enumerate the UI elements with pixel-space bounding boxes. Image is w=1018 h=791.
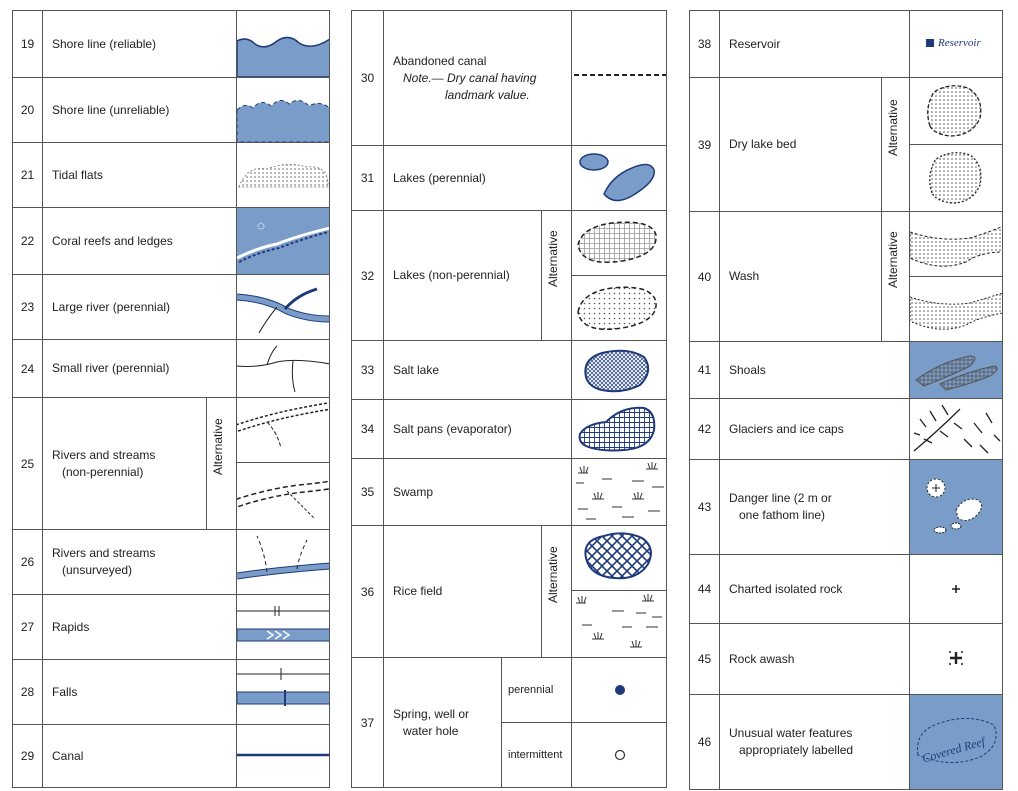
item-number: 22: [13, 208, 43, 275]
spring-perennial-symbol: [572, 658, 667, 723]
dry-lake-bed-symbol-b: [910, 145, 1003, 212]
tidal-flats-symbol: [237, 143, 330, 208]
item-number: 29: [13, 725, 43, 788]
salt-lake-symbol: [572, 341, 667, 400]
legend-row: [352, 341, 667, 400]
legend-row: [13, 275, 330, 340]
item-number: 41: [690, 342, 720, 399]
item-label: Shore line (unreliable): [43, 78, 237, 143]
item-number: 32: [352, 211, 384, 341]
covered-reef-text: Covered Reef: [920, 734, 987, 766]
shore-line-reliable-symbol: [237, 11, 330, 78]
salt-pans-symbol: [572, 400, 667, 459]
item-label: Reservoir: [720, 11, 910, 78]
swamp-symbol: [572, 459, 667, 526]
item-number: 26: [13, 530, 43, 595]
legend-row: [690, 212, 1003, 277]
item-label: [384, 658, 502, 788]
legend-row: [690, 399, 1003, 460]
legend-row: [13, 530, 330, 595]
legend-row: [352, 526, 667, 591]
label-line-2: water hole: [403, 723, 459, 738]
item-number: 34: [352, 400, 384, 459]
lakes-non-perennial-symbol-b: [572, 276, 667, 341]
legend-row: [13, 595, 330, 660]
legend-table-1: [12, 10, 330, 788]
item-label: Salt lake: [384, 341, 572, 400]
legend-row: [13, 398, 330, 463]
item-number: 37: [352, 658, 384, 788]
legend-column-3: [689, 10, 1003, 790]
rivers-non-perennial-symbol-a: [237, 398, 330, 463]
item-label: [720, 695, 910, 790]
legend-row: [352, 146, 667, 211]
item-number: 36: [352, 526, 384, 658]
wash-symbol-a: [910, 212, 1003, 277]
item-number: 38: [690, 11, 720, 78]
coral-reefs-symbol: [237, 208, 330, 275]
label-note: Note.— Dry canal having: [403, 70, 537, 85]
item-label: Shore line (reliable): [43, 11, 237, 78]
item-label: [43, 530, 237, 595]
alternative-marker: [882, 212, 910, 342]
item-number: 43: [690, 460, 720, 555]
item-number: 31: [352, 146, 384, 211]
item-label: Shoals: [720, 342, 910, 399]
item-number: 46: [690, 695, 720, 790]
item-label: Charted isolated rock: [720, 555, 910, 624]
legend-row: [690, 460, 1003, 555]
reservoir-symbol-text: Reservoir: [938, 37, 981, 49]
wash-symbol-b: [910, 277, 1003, 342]
danger-line-symbol: [910, 460, 1003, 555]
unusual-water-feature-symbol: [910, 695, 1003, 790]
alternative-text: Alternative: [211, 417, 225, 475]
legend-table-3: [689, 10, 1003, 790]
item-label: Rapids: [43, 595, 237, 660]
item-number: 25: [13, 398, 43, 530]
item-label: [720, 460, 910, 555]
legend-row: [352, 459, 667, 526]
legend-row: [13, 143, 330, 208]
item-label: Lakes (perennial): [384, 146, 572, 211]
item-label: Dry lake bed: [720, 78, 882, 212]
rapids-symbol: [237, 595, 330, 660]
alternative-text: Alternative: [546, 229, 560, 287]
dry-lake-bed-symbol-a: [910, 78, 1003, 145]
legend-row: [690, 78, 1003, 145]
perennial-label: perennial: [502, 658, 572, 723]
item-number: 42: [690, 399, 720, 460]
abandoned-canal-symbol: [572, 11, 667, 146]
item-number: 23: [13, 275, 43, 340]
shore-line-unreliable-symbol: [237, 78, 330, 143]
label-note-2: landmark value.: [445, 87, 530, 102]
item-label: Tidal flats: [43, 143, 237, 208]
item-label: Falls: [43, 660, 237, 725]
item-label: [43, 398, 207, 530]
isolated-rock-symbol: [910, 555, 1003, 624]
item-number: 24: [13, 340, 43, 398]
legend-row: [352, 211, 667, 276]
label-line-1: Abandoned canal: [393, 53, 487, 68]
legend-row: [690, 555, 1003, 624]
item-number: 44: [690, 555, 720, 624]
item-label: Swamp: [384, 459, 572, 526]
alternative-marker: [207, 398, 237, 530]
item-label: Small river (perennial): [43, 340, 237, 398]
intermittent-label: intermittent: [502, 723, 572, 788]
rock-awash-symbol: [910, 624, 1003, 695]
legend-table-2: [351, 10, 667, 788]
item-label: Large river (perennial): [43, 275, 237, 340]
item-label: Canal: [43, 725, 237, 788]
label-line-2: (non-perennial): [62, 464, 144, 479]
item-number: 27: [13, 595, 43, 660]
legend-row: [13, 208, 330, 275]
reservoir-symbol: [910, 11, 1003, 78]
rivers-non-perennial-symbol-b: [237, 463, 330, 530]
item-number: 20: [13, 78, 43, 143]
alternative-text: Alternative: [886, 98, 900, 156]
legend-row: [13, 725, 330, 788]
small-river-symbol: [237, 340, 330, 398]
item-label: Glaciers and ice caps: [720, 399, 910, 460]
item-number: 19: [13, 11, 43, 78]
lakes-non-perennial-symbol-a: [572, 211, 667, 276]
alternative-text: Alternative: [886, 230, 900, 288]
canal-symbol: [237, 725, 330, 788]
label-line-2: (unsurveyed): [62, 563, 133, 577]
item-label: Wash: [720, 212, 882, 342]
spring-intermittent-symbol: [572, 723, 667, 788]
item-number: 28: [13, 660, 43, 725]
legend-row: [690, 342, 1003, 399]
item-number: 45: [690, 624, 720, 695]
large-river-symbol: [237, 275, 330, 340]
label-line-2: one fathom line): [739, 508, 826, 522]
rice-field-symbol-a: [572, 526, 667, 591]
glaciers-symbol: [910, 399, 1003, 460]
legend-column-1: [12, 10, 330, 788]
alternative-marker: [542, 526, 572, 658]
legend-row: [13, 78, 330, 143]
label-line-2: appropriately labelled: [739, 743, 854, 757]
item-label: Lakes (non-perennial): [384, 211, 542, 341]
item-number: 30: [352, 11, 384, 146]
rivers-unsurveyed-symbol: [237, 530, 330, 595]
rice-field-symbol-b: [572, 591, 667, 658]
legend-row: [13, 340, 330, 398]
legend-row: [690, 695, 1003, 790]
legend-row: [352, 11, 667, 146]
legend-row: [13, 11, 330, 78]
item-number: 33: [352, 341, 384, 400]
label-line-1: Rivers and streams: [52, 546, 156, 560]
label-line-1: Unusual water features: [729, 726, 853, 740]
shoals-symbol: [910, 342, 1003, 399]
item-label: Coral reefs and ledges: [43, 208, 237, 275]
alternative-text: Alternative: [546, 545, 560, 603]
label-line-1: Rivers and streams: [52, 447, 156, 462]
item-number: 35: [352, 459, 384, 526]
item-number: 40: [690, 212, 720, 342]
label-line-1: Spring, well or: [393, 706, 470, 721]
item-label: Rock awash: [720, 624, 910, 695]
legend-row: [352, 400, 667, 459]
lakes-perennial-symbol: [572, 146, 667, 211]
item-number: 21: [13, 143, 43, 208]
alternative-marker: [542, 211, 572, 341]
item-label: [384, 11, 572, 146]
legend-row: [690, 624, 1003, 695]
falls-symbol: [237, 660, 330, 725]
item-number: 39: [690, 78, 720, 212]
legend-row: [13, 660, 330, 725]
legend-row: [352, 658, 667, 723]
label-line-1: Danger line (2 m or: [729, 491, 832, 505]
legend-row: [690, 11, 1003, 78]
alternative-marker: [882, 78, 910, 212]
item-label: Salt pans (evaporator): [384, 400, 572, 459]
item-label: Rice field: [384, 526, 542, 658]
legend-column-2: [351, 10, 667, 788]
